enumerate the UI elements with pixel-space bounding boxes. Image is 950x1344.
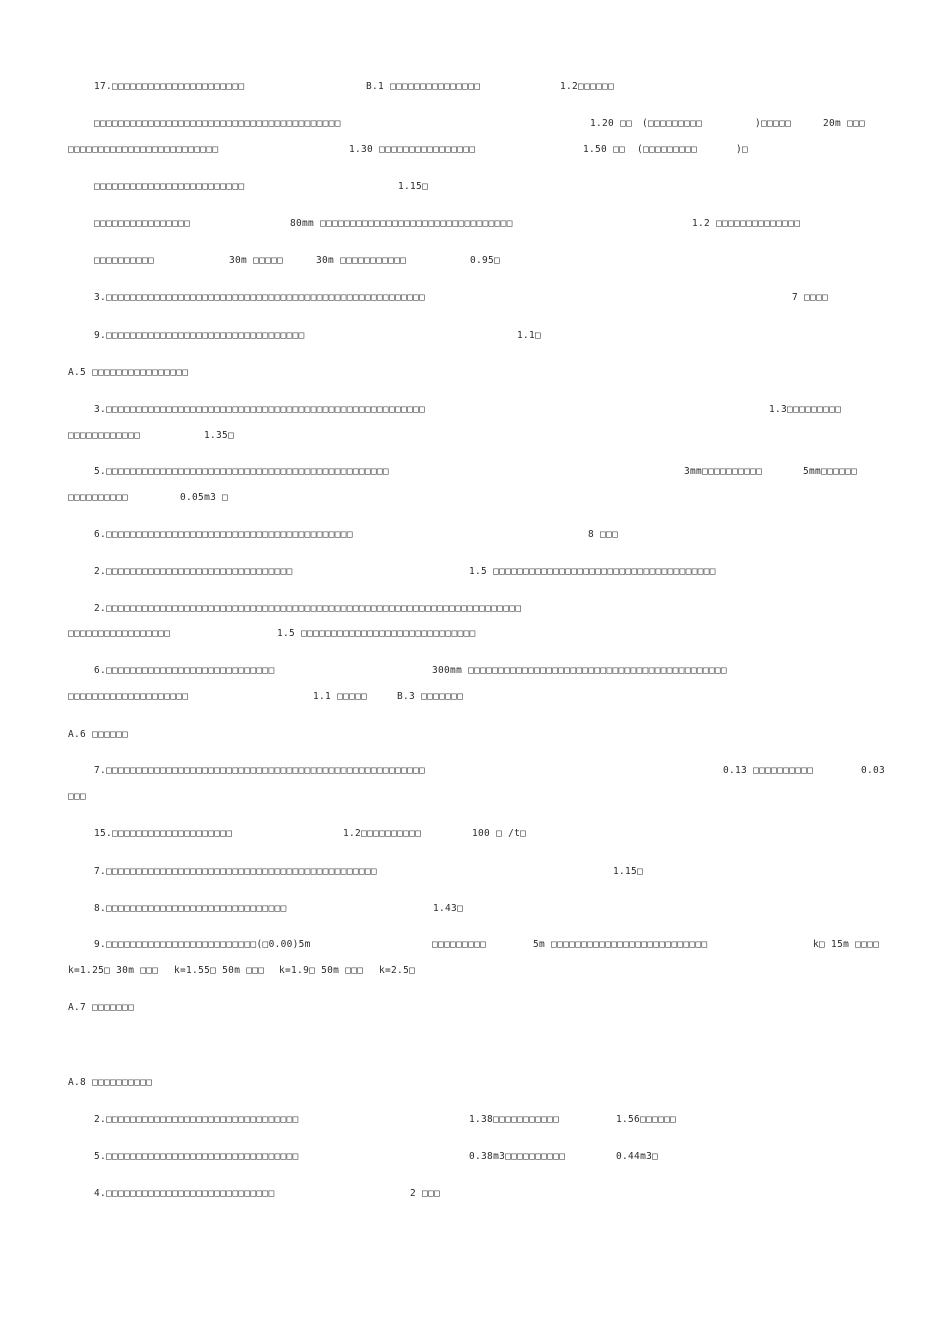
text-segment: k=1.55□ 50m □□□ xyxy=(174,965,265,976)
section-heading: A.8 □□□□□□□□□□ xyxy=(68,1077,153,1088)
text-segment: 1.35□ xyxy=(204,430,235,441)
text-segment: 5mm□□□□□□ xyxy=(803,466,858,477)
text-segment: 6.□□□□□□□□□□□□□□□□□□□□□□□□□□□□ xyxy=(94,665,275,676)
text-segment: 7 □□□□ xyxy=(792,292,829,303)
text-segment: □□□ xyxy=(68,791,87,802)
text-segment: 3mm□□□□□□□□□□ xyxy=(684,466,763,477)
text-segment: 2.□□□□□□□□□□□□□□□□□□□□□□□□□□□□□□□□□□□□□□□□□□□□□□□□□□□□□□□□□□□□□□□□□□□□□ xyxy=(94,603,522,614)
text-segment: k□ 15m □□□□ xyxy=(813,939,880,950)
text-segment: □□□□□□□□□□□□ xyxy=(68,430,141,441)
text-segment: B.1 □□□□□□□□□□□□□□□ xyxy=(366,81,481,92)
text-segment: 1.5 □□□□□□□□□□□□□□□□□□□□□□□□□□□□□ xyxy=(277,628,476,639)
text-segment: (□□□□□□□□□ xyxy=(642,118,703,129)
text-segment: 1.5 □□□□□□□□□□□□□□□□□□□□□□□□□□□□□□□□□□□□□ xyxy=(469,566,716,577)
text-segment: 1.2□□□□□□□□□□ xyxy=(343,828,422,839)
text-segment: 0.44m3□ xyxy=(616,1151,659,1162)
text-segment: 8 □□□ xyxy=(588,529,619,540)
text-segment: 7.□□□□□□□□□□□□□□□□□□□□□□□□□□□□□□□□□□□□□□□□□□□□□□□□□□□□□ xyxy=(94,765,426,776)
text-segment: 0.13 □□□□□□□□□□ xyxy=(723,765,814,776)
text-segment: 100 □ /t□ xyxy=(472,828,527,839)
text-segment: □□□□□□□□□□□□□□□□□□□□□□□□□ xyxy=(68,144,219,155)
text-segment: □□□□□□□□□□□□□□□□□□□□ xyxy=(68,691,189,702)
text-segment: □□□□□□□□□□□□□□□□□□□□□□□□□ xyxy=(94,181,245,192)
section-heading: A.6 □□□□□□ xyxy=(68,729,129,740)
text-segment: 1.38□□□□□□□□□□□ xyxy=(469,1114,560,1125)
text-segment: 1.50 □□ xyxy=(583,144,626,155)
text-segment: k=2.5□ xyxy=(379,965,416,976)
text-segment: )□□□□□ xyxy=(755,118,792,129)
text-segment: 15.□□□□□□□□□□□□□□□□□□□□ xyxy=(94,828,233,839)
text-segment: □□□□□□□□□□ xyxy=(94,255,155,266)
text-segment: 6.□□□□□□□□□□□□□□□□□□□□□□□□□□□□□□□□□□□□□□□□□ xyxy=(94,529,353,540)
text-segment: 1.15□ xyxy=(613,866,644,877)
text-segment: 1.56□□□□□□ xyxy=(616,1114,677,1125)
text-segment: 5m □□□□□□□□□□□□□□□□□□□□□□□□□□ xyxy=(533,939,708,950)
text-segment: 9.□□□□□□□□□□□□□□□□□□□□□□□□□(□0.00)5m xyxy=(94,939,311,950)
text-segment: 0.05m3 □ xyxy=(180,492,229,503)
section-heading: A.7 □□□□□□□ xyxy=(68,1002,135,1013)
text-segment: B.3 □□□□□□□ xyxy=(397,691,464,702)
text-segment: □□□□□□□□□□□□□□□□ xyxy=(94,218,191,229)
text-segment: □□□□□□□□□□□□□□□□□ xyxy=(68,628,171,639)
text-segment: 9.□□□□□□□□□□□□□□□□□□□□□□□□□□□□□□□□□ xyxy=(94,330,305,341)
text-segment: 8.□□□□□□□□□□□□□□□□□□□□□□□□□□□□□□ xyxy=(94,903,287,914)
text-segment: 3.□□□□□□□□□□□□□□□□□□□□□□□□□□□□□□□□□□□□□□□□□□□□□□□□□□□□□ xyxy=(94,292,426,303)
text-segment: 0.38m3□□□□□□□□□□ xyxy=(469,1151,566,1162)
text-segment: )□ xyxy=(736,144,749,155)
text-segment: □□□□□□□□□ xyxy=(432,939,487,950)
text-segment: 1.2 □□□□□□□□□□□□□□ xyxy=(692,218,801,229)
text-segment: □□□□□□□□□□□□□□□□□□□□□□□□□□□□□□□□□□□□□□□□□ xyxy=(94,118,341,129)
text-segment: 17.□□□□□□□□□□□□□□□□□□□□□□ xyxy=(94,81,245,92)
text-segment: 80mm □□□□□□□□□□□□□□□□□□□□□□□□□□□□□□□□ xyxy=(290,218,513,229)
text-segment: 1.2□□□□□□ xyxy=(560,81,615,92)
text-segment: 30m □□□□□□□□□□□ xyxy=(316,255,407,266)
text-segment: 2 □□□ xyxy=(410,1188,441,1199)
text-segment: 2.□□□□□□□□□□□□□□□□□□□□□□□□□□□□□□□ xyxy=(94,566,293,577)
text-segment: 1.15□ xyxy=(398,181,429,192)
text-segment: 1.30 □□□□□□□□□□□□□□□□ xyxy=(349,144,476,155)
text-segment: 0.03 xyxy=(861,765,886,776)
text-segment: 1.43□ xyxy=(433,903,464,914)
text-segment: □□□□□□□□□□ xyxy=(68,492,129,503)
text-segment: k=1.9□ 50m □□□ xyxy=(279,965,364,976)
text-segment: 1.20 □□ xyxy=(590,118,633,129)
text-segment: 20m □□□ xyxy=(823,118,866,129)
text-segment: (□□□□□□□□□ xyxy=(637,144,698,155)
text-segment: 2.□□□□□□□□□□□□□□□□□□□□□□□□□□□□□□□□ xyxy=(94,1114,299,1125)
text-segment: 30m □□□□□ xyxy=(229,255,284,266)
text-segment: 7.□□□□□□□□□□□□□□□□□□□□□□□□□□□□□□□□□□□□□□□□□□□□□ xyxy=(94,866,377,877)
text-segment: 3.□□□□□□□□□□□□□□□□□□□□□□□□□□□□□□□□□□□□□□□□□□□□□□□□□□□□□ xyxy=(94,404,426,415)
text-segment: 1.1□ xyxy=(517,330,542,341)
text-segment: 5.□□□□□□□□□□□□□□□□□□□□□□□□□□□□□□□□□□□□□□□□□□□□□□□ xyxy=(94,466,389,477)
text-segment: 5.□□□□□□□□□□□□□□□□□□□□□□□□□□□□□□□□ xyxy=(94,1151,299,1162)
section-heading: A.5 □□□□□□□□□□□□□□□□ xyxy=(68,367,189,378)
text-segment: 1.3□□□□□□□□□ xyxy=(769,404,842,415)
text-segment: 300mm □□□□□□□□□□□□□□□□□□□□□□□□□□□□□□□□□□□□□□□□□□□ xyxy=(432,665,727,676)
text-segment: k=1.25□ 30m □□□ xyxy=(68,965,159,976)
text-segment: 0.95□ xyxy=(470,255,501,266)
text-segment: 1.1 □□□□□ xyxy=(313,691,368,702)
text-segment: 4.□□□□□□□□□□□□□□□□□□□□□□□□□□□□ xyxy=(94,1188,275,1199)
